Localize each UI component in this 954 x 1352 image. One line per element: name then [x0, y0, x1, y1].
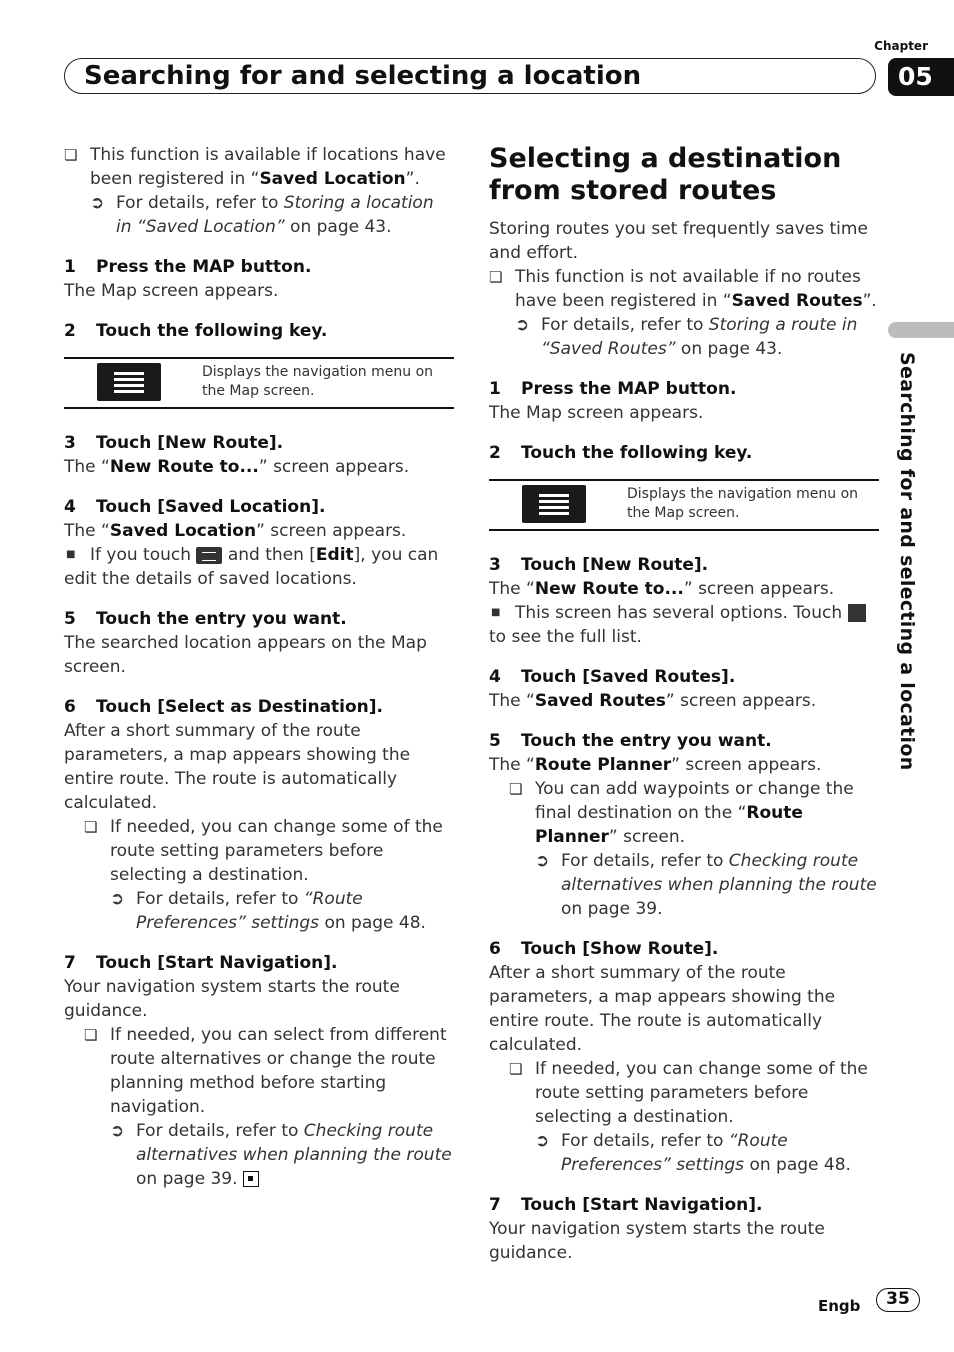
footer-language: Engb	[818, 1297, 861, 1315]
key-description: Displays the navigation menu on the Map screen.	[627, 486, 859, 521]
reference: ➲ For details, refer to Checking route alternatives when planning the route on page 39.	[110, 1121, 452, 1189]
bullet: ■ If you touch and then [Edit], you can edit the details of saved locations.	[64, 543, 454, 591]
ref-arrow-icon: ➲	[90, 193, 105, 213]
step-text: Your navigation system starts the route guidance.	[64, 977, 400, 1021]
step-text: The “Saved Location” screen appears.	[64, 521, 407, 541]
reference: ➲ For details, refer to Storing a route in “Saved Routes” on page 43.	[515, 315, 858, 359]
step-text: The Map screen appears.	[489, 403, 704, 423]
reference: ➲ For details, refer to “Route Preferences” settings on page 48.	[535, 1131, 851, 1175]
step-text: The “Saved Routes” screen appears.	[489, 691, 817, 711]
menu-icon	[522, 485, 586, 523]
step-text: After a short summary of the route parameters, a map appears showing the entire route. The route is automatically calculated.	[489, 963, 836, 1055]
chapter-number: 05	[888, 58, 954, 96]
section-heading: Selecting a destination from stored routes	[489, 143, 842, 206]
note: ❏ This function is available if locations have been registered in “Saved Location”.	[64, 143, 454, 191]
note: ❏ If needed, you can select from different route alternatives or change the route planning method before starting navigation.	[84, 1023, 454, 1119]
note: ❏ If needed, you can change some of the route setting parameters before selecting a destination.	[84, 815, 454, 887]
reference: ➲ For details, refer to “Route Preferences” settings on page 48.	[110, 889, 426, 933]
intro-text: Storing routes you set frequently saves time and effort.	[489, 219, 868, 263]
ref-arrow-icon: ➲	[535, 1131, 550, 1151]
bullet-icon: ■	[491, 607, 501, 618]
end-mark-icon	[243, 1171, 259, 1187]
menu-icon	[97, 363, 161, 401]
step-3: 3 Touch [New Route].	[489, 555, 709, 575]
step-5: 5 Touch the entry you want.	[64, 609, 347, 629]
step-text: The “New Route to...” screen appears.	[64, 457, 410, 477]
right-column	[489, 143, 879, 1265]
step-4: 4 Touch [Saved Routes].	[489, 667, 736, 687]
bullet: ■ This screen has several options. Touch › to see the full list.	[489, 601, 879, 649]
note: ❏ If needed, you can change some of the route setting parameters before selecting a destination.	[509, 1057, 879, 1129]
step-7: 7 Touch [Start Navigation].	[64, 953, 338, 973]
step-text: After a short summary of the route parameters, a map appears showing the entire route. The route is automatically calculated.	[64, 721, 411, 813]
step-text: The Map screen appears.	[64, 281, 279, 301]
reference: ➲ For details, refer to Storing a location in “Saved Location” on page 43.	[90, 193, 434, 237]
step-2: 2 Touch the following key.	[489, 443, 753, 463]
step-1: 1 Press the MAP button.	[64, 257, 312, 277]
step-6: 6 Touch [Show Route].	[489, 939, 719, 959]
step-text: Your navigation system starts the route guidance.	[489, 1219, 825, 1263]
step-5: 5 Touch the entry you want.	[489, 731, 772, 751]
step-1: 1 Press the MAP button.	[489, 379, 737, 399]
page-title: Searching for and selecting a location	[84, 61, 642, 91]
step-text: The “New Route to...” screen appears.	[489, 579, 835, 599]
ref-arrow-icon: ➲	[110, 1121, 125, 1141]
step-4: 4 Touch [Saved Location].	[64, 497, 326, 517]
step-3: 3 Touch [New Route].	[64, 433, 284, 453]
ref-arrow-icon: ➲	[110, 889, 125, 909]
ref-arrow-icon: ➲	[535, 851, 550, 871]
bullet-icon: ■	[66, 549, 76, 560]
note: ❏ This function is not available if no routes have been registered in “Saved Routes”.	[489, 265, 879, 313]
step-text: The “Route Planner” screen appears.	[489, 755, 822, 775]
page-number: 35	[876, 1288, 920, 1312]
key-table	[64, 357, 454, 409]
step-2: 2 Touch the following key.	[64, 321, 328, 341]
side-tab-marker	[888, 322, 954, 338]
reference: ➲ For details, refer to Checking route alternatives when planning the route on page 39.	[535, 851, 877, 919]
ref-arrow-icon: ➲	[515, 315, 530, 335]
chapter-label: Chapter	[874, 39, 928, 53]
chevron-right-icon: ›	[848, 604, 866, 622]
step-6: 6 Touch [Select as Destination].	[64, 697, 383, 717]
side-tab-text: Searching for and selecting a location	[896, 352, 918, 771]
note: ❏ You can add waypoints or change the final destination on the “Route Planner” screen.	[509, 777, 879, 849]
key-description: Displays the navigation menu on the Map screen.	[202, 364, 434, 399]
list-icon	[196, 547, 222, 564]
step-7: 7 Touch [Start Navigation].	[489, 1195, 763, 1215]
left-column	[64, 143, 454, 1191]
key-table	[489, 479, 879, 531]
step-text: The searched location appears on the Map screen.	[64, 633, 427, 677]
